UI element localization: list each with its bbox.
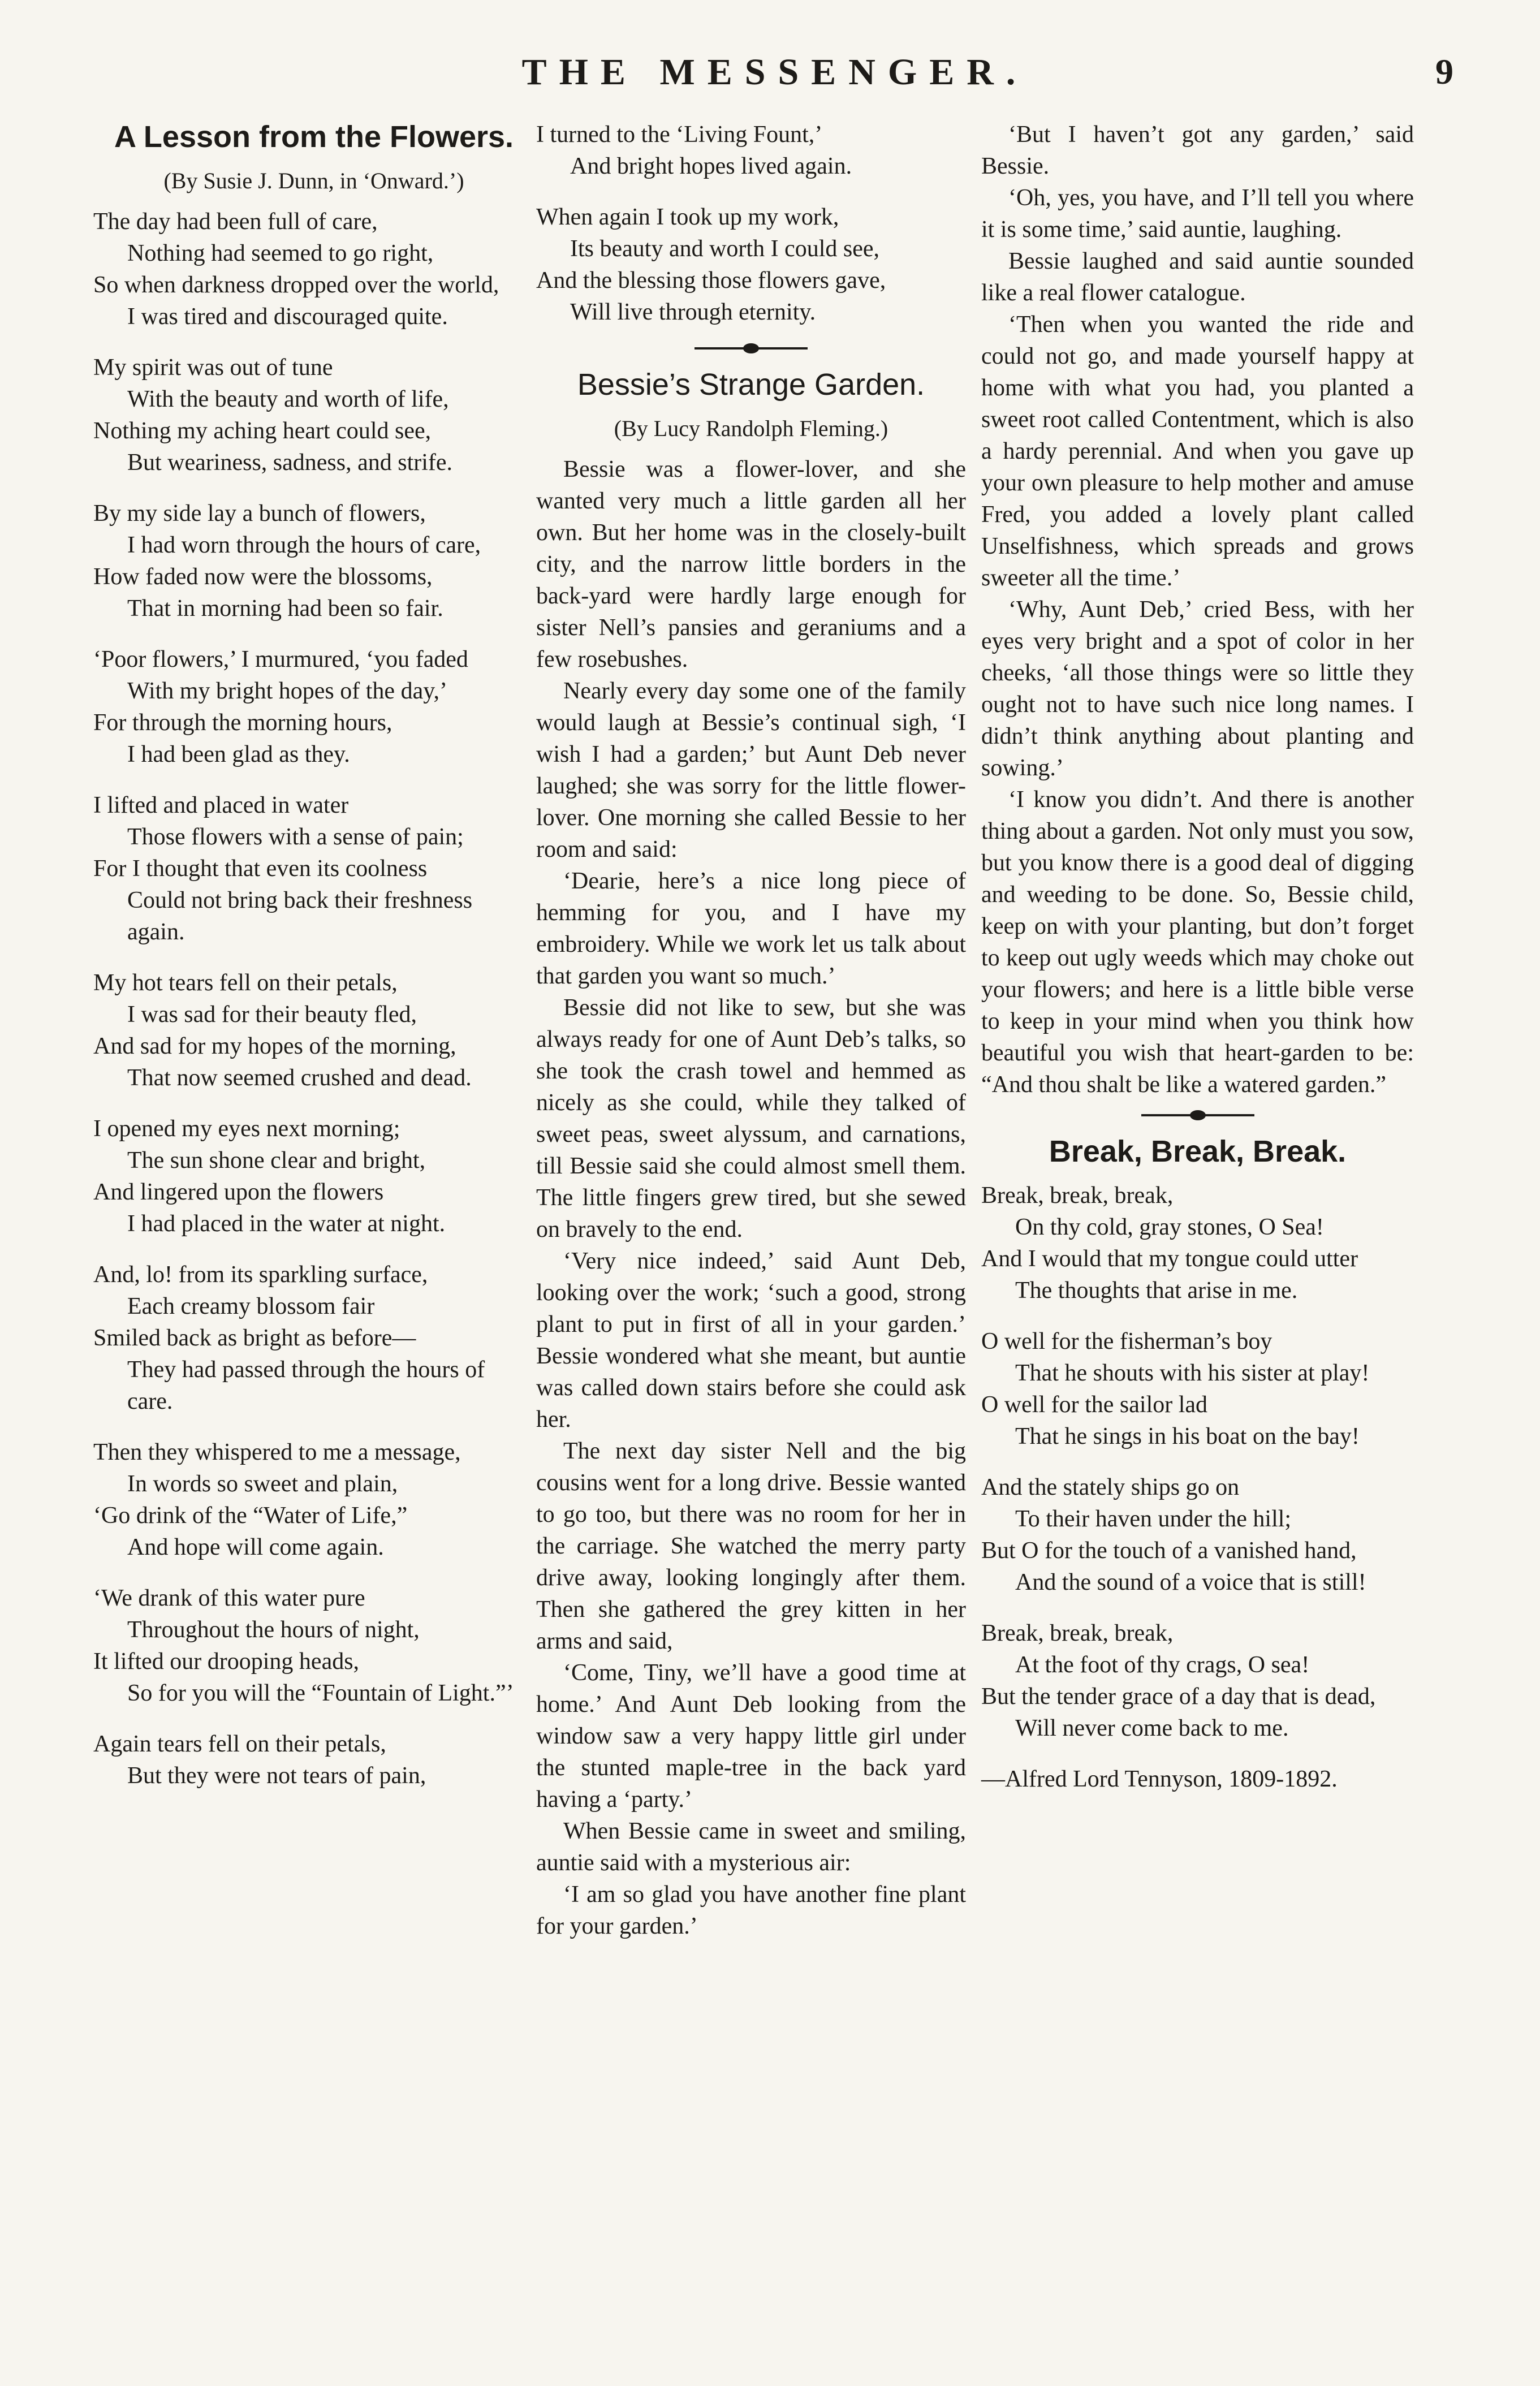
stanza [93, 1582, 534, 1709]
verse-line: For I thought that even its coolness [93, 856, 428, 882]
verse-line: Will never come back to me. [1015, 1715, 1289, 1741]
stanza [981, 1472, 1414, 1598]
poem1-title: A Lesson from the Flowers. [114, 120, 514, 154]
verse-line: How faded now were the blossoms, [93, 564, 433, 590]
verse-line: I had placed in the water at night. [127, 1211, 446, 1237]
verse-line: Could not bring back their freshness again. [127, 887, 473, 945]
verse-line: ‘Go drink of the “Water of Life,” [93, 1503, 408, 1529]
stanza [981, 1180, 1414, 1306]
masthead: THE MESSENGER. [521, 51, 1028, 93]
verse-line: And I would that my tongue could utter [981, 1246, 1358, 1272]
verse-line: By my side lay a bunch of flowers, [93, 501, 426, 527]
column-2 [536, 119, 966, 1942]
verse-line: And the stately ships go on [981, 1474, 1240, 1500]
paragraph: The next day sister Nell and the big cousins went for a long drive. Bessie wanted to go too, but there was no room for her in the carriage. She watched the merry party drive away, looking longingly after them. Then she gathered the grey kitten in her arms and said, [536, 1438, 966, 1654]
paragraph: ‘Come, Tiny, we’ll have a good time at home.’ And Aunt Deb looking from the window saw a very happy little girl under the stunted maple-tree in the back yard having a ‘party.’ [536, 1660, 966, 1813]
verse-line: The sun shone clear and bright, [127, 1147, 426, 1173]
verse-line: In words so sweet and plain, [127, 1471, 398, 1497]
stanza [536, 201, 966, 328]
verse-line: Each creamy blossom fair [127, 1293, 375, 1319]
verse-line: The day had been full of care, [93, 209, 378, 235]
paragraph: Bessie laughed and said auntie sounded like a real flower catalogue. [981, 248, 1414, 306]
verse-line: They had passed through the hours of care. [127, 1357, 485, 1414]
verse-line: With the beauty and worth of life, [127, 386, 449, 412]
stanza [93, 352, 534, 478]
poem2-body [981, 1180, 1414, 1744]
verse-line: Nothing had seemed to go right, [127, 240, 434, 266]
verse-line: On thy cold, gray stones, O Sea! [1015, 1214, 1324, 1240]
stanza [981, 1617, 1414, 1744]
verse-line: Those flowers with a sense of pain; [127, 824, 464, 850]
verse-line: Then they whispered to me a message, [93, 1439, 461, 1465]
verse-line: But they were not tears of pain, [127, 1763, 426, 1789]
story-text-col2 [536, 454, 966, 1942]
verse-line: And, lo! from its sparkling surface, [93, 1262, 428, 1288]
paragraph: When Bessie came in sweet and smiling, auntie said with a mysterious air: [536, 1818, 966, 1876]
verse-line: But O for the touch of a vanished hand, [981, 1538, 1357, 1564]
verse-line: O well for the sailor lad [981, 1392, 1208, 1418]
stanza [93, 1113, 534, 1240]
stanza [93, 498, 534, 624]
verse-line: So when darkness dropped over the world, [93, 272, 499, 298]
verse-line: That he shouts with his sister at play! [1015, 1360, 1370, 1386]
verse-line: And the sound of a voice that is still! [1015, 1569, 1366, 1595]
verse-line: I was sad for their beauty fled, [127, 1002, 417, 1028]
paragraph: ‘Oh, yes, you have, and I’ll tell you where it is some time,’ said auntie, laughing. [981, 185, 1414, 243]
section-divider [1141, 1114, 1254, 1116]
verse-line: That in morning had been so fair. [127, 596, 443, 622]
verse-line: To their haven under the hill; [1015, 1506, 1292, 1532]
verse-line: And the blessing those flowers gave, [536, 267, 886, 294]
verse-line: I lifted and placed in water [93, 792, 349, 818]
verse-line: Its beauty and worth I could see, [570, 236, 880, 262]
story-title: Bessie’s Strange Garden. [577, 368, 925, 402]
paragraph: ‘I know you didn’t. And there is another thing about a garden. Not only must you sow, but you know there is a good deal of digging and weeding to be done. So, Bessie child, keep on with your planting, but don’t forget to keep out ugly weeds which may choke out your flowers; and here is a little bible verse to keep in your mind when you think how beautiful you wish that heart-garden to be: “And thou shalt be like a watered garden.” [981, 787, 1414, 1098]
column-1 [93, 119, 534, 1811]
story-byline: (By Lucy Randolph Fleming.) [614, 416, 888, 441]
verse-line: My hot tears fell on their petals, [93, 970, 398, 996]
verse-line: The thoughts that arise in me. [1015, 1278, 1298, 1304]
stanza [536, 119, 966, 182]
verse-line: And bright hopes lived again. [570, 153, 852, 179]
stanza [93, 644, 534, 770]
section-divider [694, 347, 808, 350]
verse-line: But weariness, sadness, and strife. [127, 450, 453, 476]
verse-line: Again tears fell on their petals, [93, 1731, 386, 1757]
stanza [93, 206, 534, 333]
verse-line: Break, break, break, [981, 1620, 1174, 1646]
verse-line: That now seemed crushed and dead. [127, 1065, 472, 1091]
paragraph: Bessie was a flower-lover, and she wanted very much a little garden all her own. But her home was in the closely-built city, and the narrow little borders in the back-yard were hardly large enough for sister Nell’s pansies and geraniums and a few rosebushes. [536, 456, 966, 672]
verse-line: With my bright hopes of the day,’ [127, 678, 447, 704]
paragraph: Bessie did not like to sew, but she was always ready for one of Aunt Deb’s talks, so she took the crash towel and hemmed as nicely as she could, while they talked of sweet peas, sweet alyssum, and carnations, till Bessie said she could almost smell them. The little fingers grew tired, but she sewed on bravely to the end. [536, 995, 966, 1242]
verse-line: For through the morning hours, [93, 710, 392, 736]
stanza [93, 789, 534, 948]
verse-line: And sad for my hopes of the morning, [93, 1033, 456, 1059]
verse-line: My spirit was out of tune [93, 355, 333, 381]
paragraph: ‘I am so glad you have another fine plant for your garden.’ [536, 1882, 966, 1939]
verse-line: I turned to the ‘Living Fount,’ [536, 122, 823, 148]
verse-line: Nothing my aching heart could see, [93, 418, 432, 444]
verse-line: I had worn through the hours of care, [127, 532, 481, 558]
page-number: 9 [1435, 51, 1453, 92]
verse-line: O well for the fisherman’s boy [981, 1328, 1272, 1354]
story-text-col3 [981, 119, 1414, 1101]
verse-line: I had been glad as they. [127, 741, 350, 767]
verse-line: And hope will come again. [127, 1534, 384, 1560]
paragraph: ‘Why, Aunt Deb,’ cried Bess, with her eyes very bright and a spot of color in her cheeks, ‘all those things were so little they ought not to have such nice long names. I didn’t think anything about planting and sowing.’ [981, 597, 1414, 781]
verse-line: When again I took up my work, [536, 204, 839, 230]
poem2-title: Break, Break, Break. [1049, 1134, 1347, 1168]
verse-line: That he sings in his boat on the bay! [1015, 1423, 1360, 1449]
verse-line: Will live through eternity. [570, 299, 816, 325]
stanza [93, 1436, 534, 1563]
verse-line: Smiled back as bright as before— [93, 1325, 416, 1351]
paragraph: Nearly every day some one of the family would laugh at Bessie’s continual sigh, ‘I wish I had a garden;’ but Aunt Deb never laughed; she was sorry for the little flower-lover. One morning she called Bessie to her room and said: [536, 678, 966, 862]
poem1-body [93, 206, 534, 1792]
paragraph: ‘But I haven’t got any garden,’ said Bessie. [981, 122, 1414, 179]
poem1-byline: (By Susie J. Dunn, in ‘Onward.’) [163, 168, 464, 193]
paragraph: ‘Dearie, here’s a nice long piece of hemming for you, and I have my embroidery. While we work let us talk about that garden you want so much.’ [536, 868, 966, 989]
page-header [79, 51, 1470, 107]
verse-line: I was tired and discouraged quite. [127, 304, 448, 330]
verse-line: And lingered upon the flowers [93, 1179, 384, 1205]
verse-line: So for you will the “Fountain of Light.”’ [127, 1680, 514, 1706]
stanza [93, 1259, 534, 1417]
stanza [93, 967, 534, 1094]
paragraph: ‘Very nice indeed,’ said Aunt Deb, looking over the work; ‘such a good, strong plant to put in first of all in your garden.’ Bessie wondered what she meant, but auntie was called down stairs before she could ask her. [536, 1248, 966, 1433]
verse-line: Break, break, break, [981, 1183, 1174, 1209]
poem1-continuation [536, 119, 966, 328]
column-3 [981, 119, 1414, 1795]
verse-line: ‘Poor flowers,’ I murmured, ‘you faded [93, 646, 468, 672]
paragraph: ‘Then when you wanted the ride and could not go, and made yourself happy at home with what you had, you planted a sweet root called Contentment, which is also a hardy perennial. And when you gave up your own pleasure to help mother and amuse Fred, you added a lovely plant called Unselfishness, which spreads and grows sweeter all the time.’ [981, 312, 1414, 591]
stanza [93, 1728, 534, 1792]
verse-line: I opened my eyes next morning; [93, 1116, 400, 1142]
verse-line: ‘We drank of this water pure [93, 1585, 365, 1611]
verse-line: It lifted our drooping heads, [93, 1649, 360, 1675]
poem2-attribution: —Alfred Lord Tennyson, 1809-1892. [981, 1766, 1338, 1792]
verse-line: At the foot of thy crags, O sea! [1015, 1652, 1310, 1678]
stanza [981, 1326, 1414, 1452]
verse-line: Throughout the hours of night, [127, 1617, 420, 1643]
verse-line: But the tender grace of a day that is dead, [981, 1684, 1376, 1710]
